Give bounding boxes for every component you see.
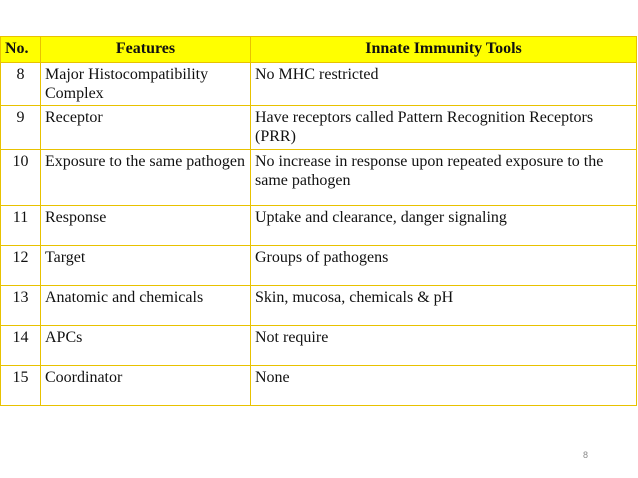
- row-feature: Target: [41, 246, 251, 286]
- row-feature: Coordinator: [41, 366, 251, 406]
- row-number: 9: [1, 106, 41, 150]
- row-tool: None: [251, 366, 637, 406]
- row-number: 11: [1, 206, 41, 246]
- table-row: [1, 150, 637, 206]
- row-tool: Groups of pathogens: [251, 246, 637, 286]
- row-feature: Receptor: [41, 106, 251, 150]
- row-number: 14: [1, 326, 41, 366]
- table-row: [1, 326, 637, 366]
- row-feature: Major Histocompatibility Complex: [41, 63, 251, 106]
- row-tool: No increase in response upon repeated exposure to the same pathogen: [251, 150, 637, 206]
- table-row: [1, 63, 637, 106]
- header-no: No.: [1, 37, 41, 63]
- row-tool: Have receptors called Pattern Recognition Receptors (PRR): [251, 106, 637, 150]
- row-number: 15: [1, 366, 41, 406]
- table-row: [1, 366, 637, 406]
- row-tool: No MHC restricted: [251, 63, 637, 106]
- table-row: [1, 106, 637, 150]
- immunity-table: [0, 36, 637, 406]
- row-feature: Response: [41, 206, 251, 246]
- row-tool: Not require: [251, 326, 637, 366]
- row-feature: APCs: [41, 326, 251, 366]
- header-features: Features: [41, 37, 251, 63]
- row-tool: Skin, mucosa, chemicals & pH: [251, 286, 637, 326]
- table-row: [1, 206, 637, 246]
- row-number: 12: [1, 246, 41, 286]
- header-innate-tools: Innate Immunity Tools: [251, 37, 637, 63]
- table-row: [1, 246, 637, 286]
- row-feature: Exposure to the same pathogen: [41, 150, 251, 206]
- table-header-row: [1, 37, 637, 63]
- table-row: [1, 286, 637, 326]
- row-feature: Anatomic and chemicals: [41, 286, 251, 326]
- row-number: 10: [1, 150, 41, 206]
- row-tool: Uptake and clearance, danger signaling: [251, 206, 637, 246]
- row-number: 13: [1, 286, 41, 326]
- page-number: 8: [582, 450, 588, 460]
- row-number: 8: [1, 63, 41, 106]
